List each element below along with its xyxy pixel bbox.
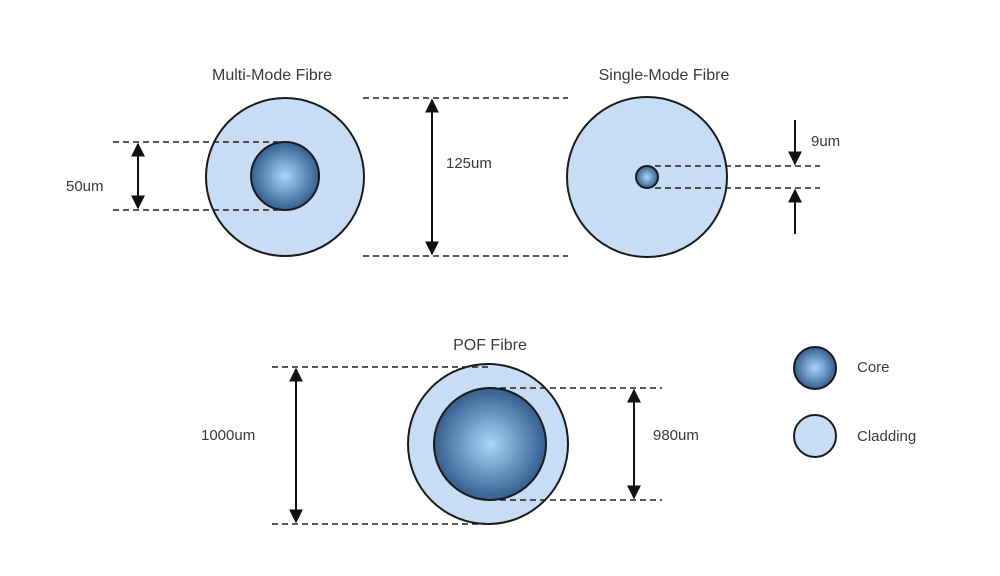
legend-core-label: Core xyxy=(857,359,890,376)
pof-group xyxy=(201,337,699,524)
pof-outer-label: 1000um xyxy=(201,427,256,444)
singlemode-core xyxy=(636,166,658,188)
cladding-dim-label: 125um xyxy=(446,155,492,172)
pof-core-label: 980um xyxy=(653,427,699,444)
multimode-title: Multi-Mode Fibre xyxy=(211,67,333,84)
pof-title: POF Fibre xyxy=(453,337,527,354)
singlemode-title: Single-Mode Fibre xyxy=(598,67,730,84)
legend-core-swatch xyxy=(794,347,836,389)
multimode-group xyxy=(66,67,364,256)
pof-core xyxy=(434,388,546,500)
multimode-core xyxy=(251,142,319,210)
legend-cladding-label: Cladding xyxy=(857,428,917,445)
legend xyxy=(794,347,916,457)
multimode-core-label: 50um xyxy=(66,178,104,195)
singlemode-core-label: 9um xyxy=(811,133,841,150)
singlemode-group xyxy=(567,67,840,257)
legend-cladding-swatch xyxy=(794,415,836,457)
cladding-dimension xyxy=(363,98,568,256)
